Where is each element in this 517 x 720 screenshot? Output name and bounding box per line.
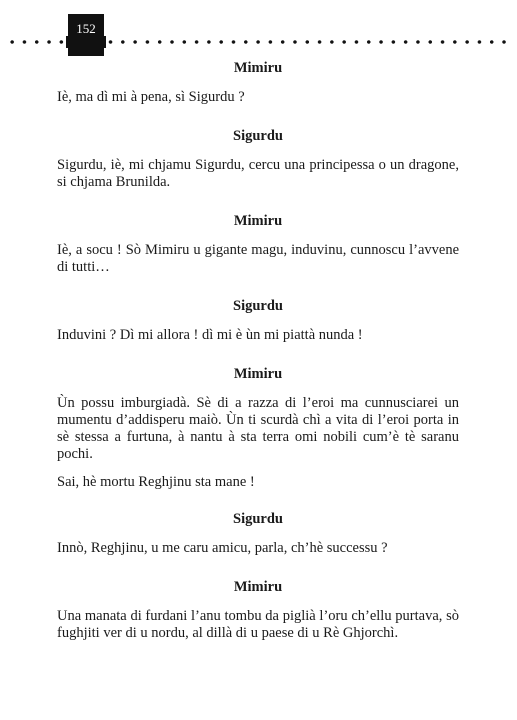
speaker-name: Sigurdu <box>233 298 283 314</box>
dialogue-line: Iè, ma dì mi à pena, sì Sigurdu ? <box>57 89 245 105</box>
speaker-name: Mimiru <box>233 213 283 229</box>
speaker-name: Mimiru <box>233 366 283 382</box>
speaker-name: Mimiru <box>233 60 283 76</box>
dialogue-line: Sigurdu, iè, mi chjamu Sigurdu, cercu una principessa o un dragone, si chjama Brunilda. <box>57 157 459 190</box>
page-number: 152 <box>68 14 104 56</box>
dialogue-line: Una manata di furdani l’anu tombu da piglià l’oru ch’ellu purtava, sò fughjiti ver di u nordu, al dillà di u paese di u Rè Ghjorchì. <box>57 608 459 641</box>
dialogue-line: Induvini ? Dì mi allora ! dì mi è ùn mi piattà nunda ! <box>57 327 363 343</box>
dialogue-line: Iè, a socu ! Sò Mimiru u gigante magu, induvinu, cunnoscu l’avvene di tutti… <box>57 242 459 275</box>
dialogue-line: Ùn possu imburgiadà. Sè di a razza di l’eroi ma cunnusciarei un mumentu d’addisperu maiò. Ùn ti scurdà chì a vita di l’eroi porta in sè stessa a furtuna, à nantu à sta terra omi nobili cum’è tè saranu pochi. <box>57 395 459 462</box>
dialogue-line: Sai, hè mortu Reghjinu sta mane ! <box>57 474 255 490</box>
speaker-name: Sigurdu <box>233 511 283 527</box>
speaker-name: Sigurdu <box>233 128 283 144</box>
dialogue-text <box>57 59 459 642</box>
dialogue-line: Innò, Reghjinu, u me caru amicu, parla, ch’hè successu ? <box>57 540 388 556</box>
speaker-name: Mimiru <box>233 579 283 595</box>
